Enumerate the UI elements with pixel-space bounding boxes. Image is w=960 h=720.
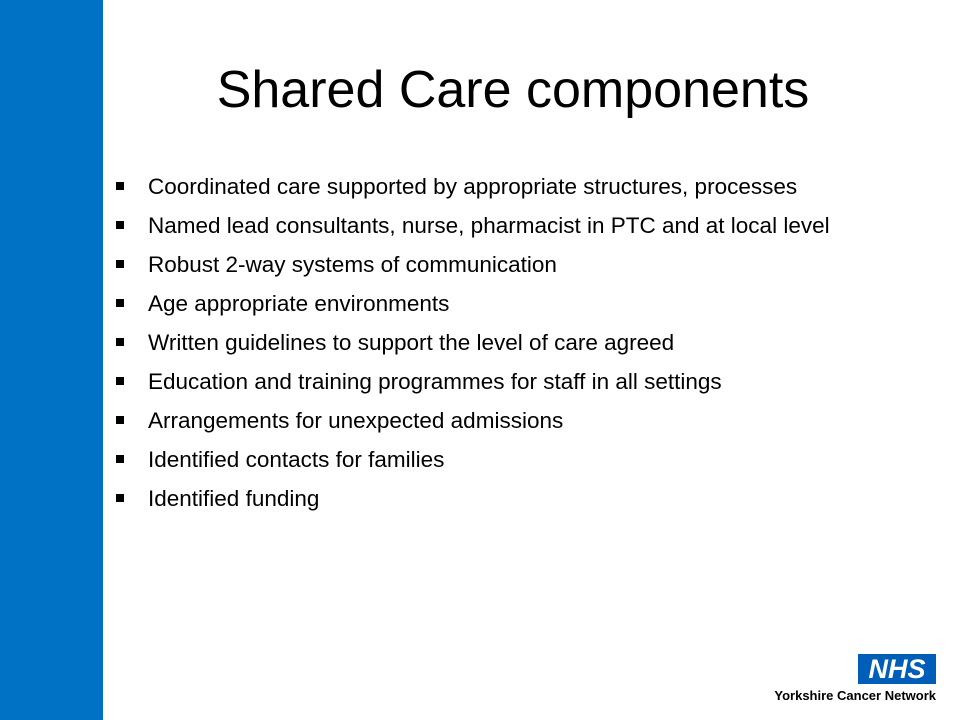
square-bullet-icon [116, 455, 124, 463]
bullet-text: Arrangements for unexpected admissions [148, 408, 564, 433]
bullet-list [114, 173, 914, 524]
square-bullet-icon [116, 182, 124, 190]
bullet-text: Coordinated care supported by appropriate structures, processes [148, 174, 798, 199]
bullet-text: Education and training programmes for staff in all settings [148, 369, 722, 394]
square-bullet-icon [116, 494, 124, 502]
bullet-text: Age appropriate environments [148, 291, 450, 316]
bullet-text: Robust 2-way systems of communication [148, 252, 557, 277]
blue-sidebar [0, 0, 103, 720]
bullet-item [114, 485, 914, 512]
bullet-item [114, 446, 914, 473]
bullet-text: Identified funding [148, 486, 320, 511]
nhs-logo [756, 654, 936, 704]
square-bullet-icon [116, 260, 124, 268]
bullet-item [114, 329, 914, 356]
square-bullet-icon [116, 416, 124, 424]
bullet-item [114, 290, 914, 317]
bullet-text: Identified contacts for families [148, 447, 445, 472]
network-name: Yorkshire Cancer Network [774, 688, 936, 703]
bullet-item [114, 368, 914, 395]
square-bullet-icon [116, 221, 124, 229]
bullet-text: Named lead consultants, nurse, pharmacist in PTC and at local level [148, 213, 830, 238]
slide-title: Shared Care components [216, 61, 810, 119]
nhs-logo-mark: NHS [858, 654, 936, 684]
bullet-item [114, 212, 914, 239]
bullet-item [114, 251, 914, 278]
square-bullet-icon [116, 338, 124, 346]
bullet-item [114, 407, 914, 434]
bullet-item [114, 173, 914, 200]
bullet-text: Written guidelines to support the level of care agreed [148, 330, 675, 355]
square-bullet-icon [116, 299, 124, 307]
square-bullet-icon [116, 377, 124, 385]
